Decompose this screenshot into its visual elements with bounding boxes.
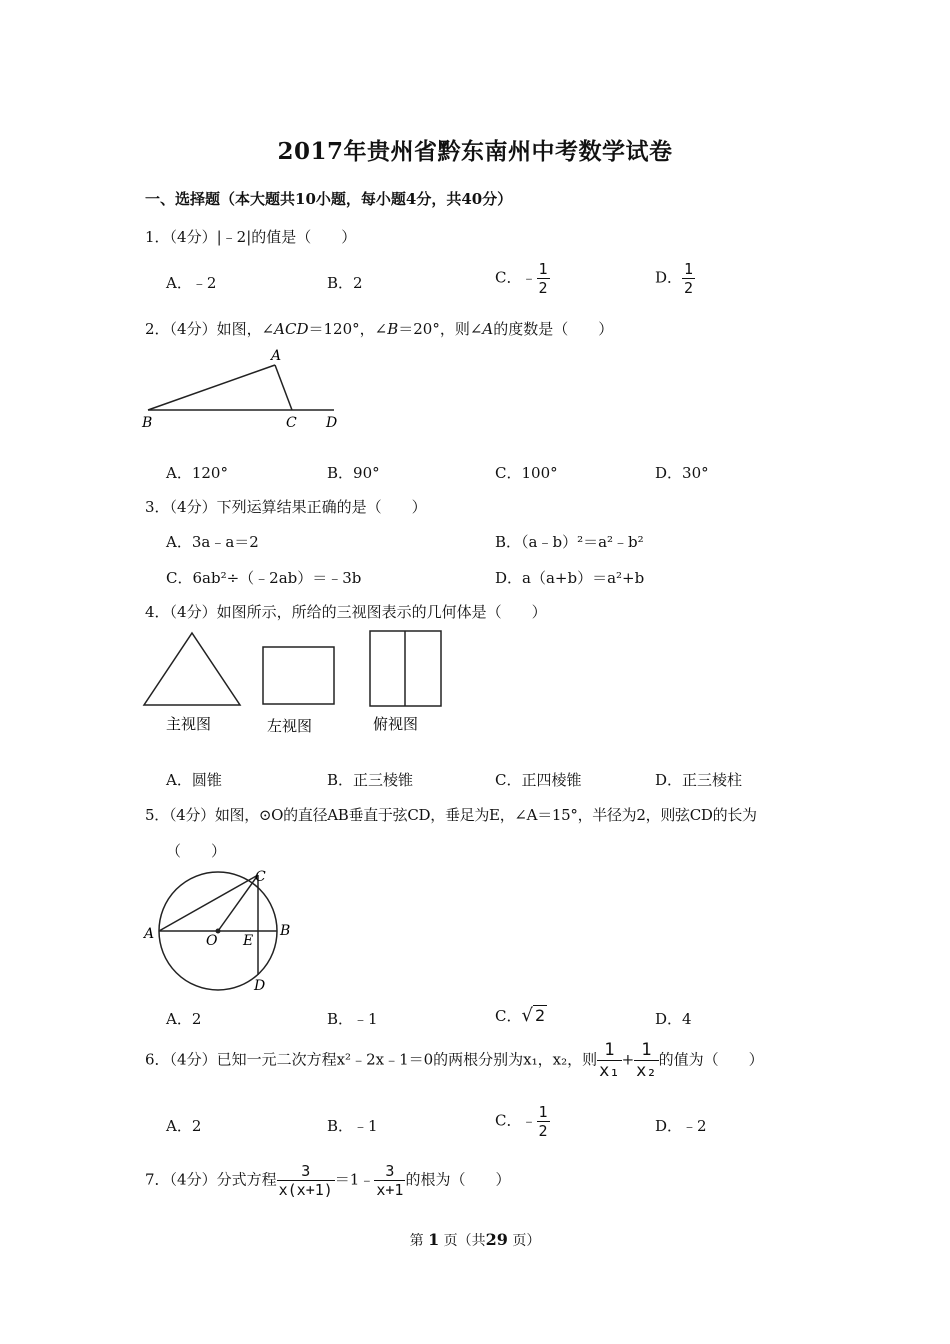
question-2-stem: 2．（4分）如图，∠ACD＝120°，∠B＝20°，则∠A的度数是（ ） xyxy=(145,320,614,338)
label-d: D xyxy=(326,415,338,431)
option-d: D．正三棱柱 xyxy=(655,771,743,789)
line-ac xyxy=(275,365,292,410)
option-b: B．2 xyxy=(327,274,363,292)
page-number: 1 xyxy=(428,1230,440,1249)
option-c: C．6ab²÷（﹣2ab）＝﹣3b xyxy=(166,569,362,587)
triangle-figure xyxy=(140,343,350,435)
label-e: E xyxy=(243,933,254,949)
square-root: √ 2 xyxy=(521,1005,546,1026)
fraction: $\frac{1}{2}$ xyxy=(538,1103,548,1140)
question-number: 1． xyxy=(145,228,170,246)
question-7-stem: 7．（4分）分式方程 $\frac{3}{x(x+1)}$ ＝1﹣ $\frac{3}{x+1}$ 的根为（ ） xyxy=(145,1162,511,1199)
line-oc xyxy=(218,875,258,931)
line-ac xyxy=(159,875,258,931)
label-o: O xyxy=(206,933,218,949)
fraction: $\frac{1}{\text{x₁}}$ xyxy=(599,1040,620,1081)
label-b: B xyxy=(142,415,153,431)
question-score: （4分） xyxy=(169,228,217,246)
option-d: D． $\frac{1}{2}$ xyxy=(655,260,694,297)
option-d: D．﹣2 xyxy=(655,1117,707,1135)
option-a: A．2 xyxy=(166,1010,202,1028)
label-b: B xyxy=(280,923,291,939)
option-b: B．﹣1 xyxy=(327,1010,378,1028)
circle-figure xyxy=(140,866,300,994)
option-a: A．﹣2 xyxy=(166,274,217,292)
label-a: A xyxy=(271,348,282,364)
page-title: 2017年贵州省黔东南州中考数学试卷 xyxy=(277,138,673,165)
fraction: $\frac{3}{x(x+1)}$ xyxy=(278,1162,333,1199)
three-views-figure xyxy=(140,625,450,743)
option-d: D．a（a+b）＝a²+b xyxy=(495,569,645,587)
question-5-stem-continued: （ ） xyxy=(166,842,227,860)
label-top-view: 俯视图 xyxy=(373,715,419,733)
option-c: C．√ 2 xyxy=(495,1005,546,1026)
question-5-stem: 5．（4分）如图，⊙O的直径AB垂直于弦CD，垂足为E，∠A＝15°，半径为2，则弦CD的长为 xyxy=(145,806,757,824)
option-a: A．圆锥 xyxy=(166,771,222,789)
question-1-stem xyxy=(145,226,356,247)
label-d: D xyxy=(254,978,266,994)
option-b: B．﹣1 xyxy=(327,1117,378,1135)
option-a: A．2 xyxy=(166,1117,202,1135)
question-3-stem: 3．（4分）下列运算结果正确的是（ ） xyxy=(145,498,427,516)
option-c: C．﹣ $\frac{1}{2}$ xyxy=(495,260,548,297)
option-c: C．正四棱锥 xyxy=(495,771,582,789)
question-6-stem: 6．（4分）已知一元二次方程x²﹣2x﹣1＝0的两根分别为x₁，x₂，则 $\frac{1}{\text{x₁}}$ + $\frac{1}{\text{x₂}}$ 的值为（ ） xyxy=(145,1040,764,1081)
option-d: D．30° xyxy=(655,464,709,482)
label-left-view: 左视图 xyxy=(267,717,313,735)
option-b: B．（a﹣b）²＝a²﹣b² xyxy=(495,533,644,551)
question-4-stem: 4．（4分）如图所示，所给的三视图表示的几何体是（ ） xyxy=(145,603,547,621)
label-c: C xyxy=(255,869,266,885)
option-b: B．90° xyxy=(327,464,380,482)
option-d: D．4 xyxy=(655,1010,692,1028)
option-c: C．﹣ $\frac{1}{2}$ xyxy=(495,1103,548,1140)
option-a: A．120° xyxy=(166,464,228,482)
front-view-triangle xyxy=(144,633,240,705)
fraction: $\frac{1}{2}$ xyxy=(684,260,694,297)
section-heading: 一、选择题（本大题共10小题，每小题4分，共40分） xyxy=(145,190,513,208)
fraction: $\frac{3}{x+1}$ xyxy=(376,1162,404,1199)
option-c: C．100° xyxy=(495,464,558,482)
page-footer: 第 1 页（共29 页） xyxy=(409,1230,541,1249)
option-a: A．3a﹣a＝2 xyxy=(166,533,259,551)
label-front-view: 主视图 xyxy=(166,715,212,733)
question-text: |﹣2|的值是（ ） xyxy=(216,228,357,246)
label-c: C xyxy=(286,415,297,431)
option-b: B．正三棱锥 xyxy=(327,771,414,789)
fraction: $\frac{1}{2}$ xyxy=(538,260,548,297)
total-pages: 29 xyxy=(485,1230,508,1249)
fraction: $\frac{1}{\text{x₂}}$ xyxy=(636,1040,657,1081)
left-view-rectangle xyxy=(263,647,334,704)
line-ba xyxy=(148,365,275,410)
label-a: A xyxy=(144,926,155,942)
